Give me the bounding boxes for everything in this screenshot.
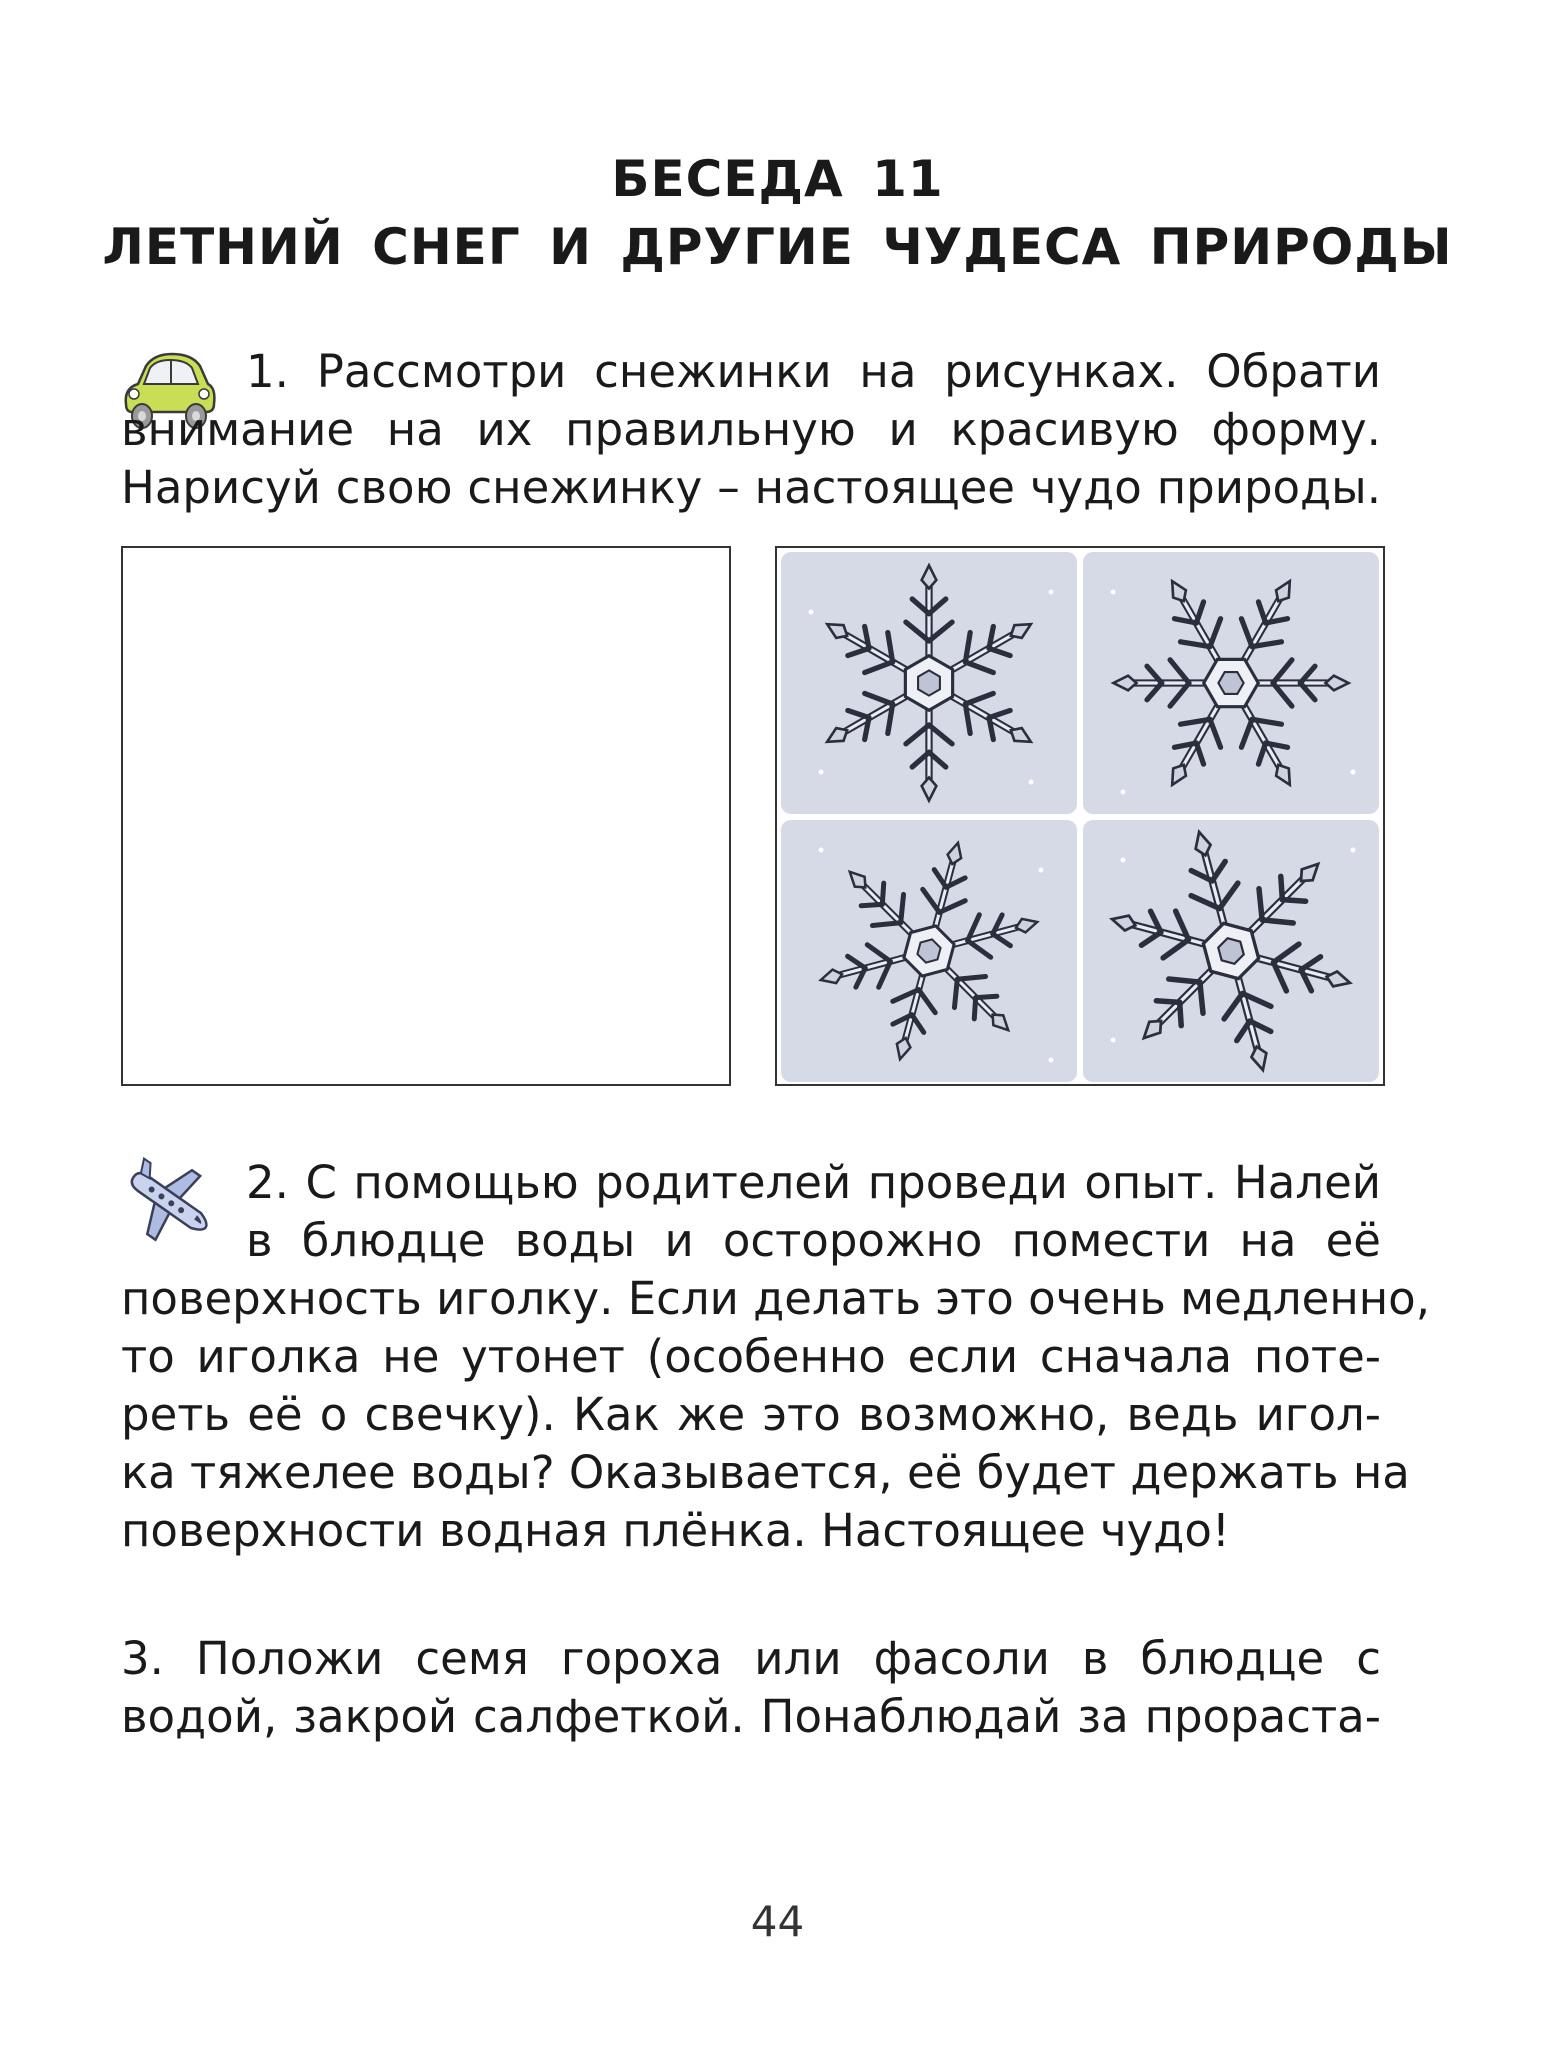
task-2-line: то иголка не утонет (особенно если сначала поте- bbox=[121, 1330, 1381, 1383]
task-2-line: ка тяжелее воды? Оказывается, её будет держать на bbox=[121, 1446, 1410, 1499]
task-2-line: поверхности водная плёнка. Настоящее чудо! bbox=[121, 1504, 1230, 1557]
task-1-line: внимание на их правильную и красивую форму. bbox=[121, 403, 1381, 456]
task-1-line: 1. Рассмотри снежинки на рисунках. Обрати bbox=[246, 345, 1381, 398]
snowflake-icon bbox=[781, 820, 1077, 1082]
task-3 bbox=[121, 1630, 1381, 1746]
snowflake-icon bbox=[781, 552, 1077, 814]
drawing-area[interactable] bbox=[121, 546, 731, 1086]
snowflake-tile bbox=[781, 552, 1077, 814]
lesson-title: ЛЕТНИЙ СНЕГ И ДРУГИЕ ЧУДЕСА ПРИРОДЫ bbox=[102, 218, 1453, 276]
snowflakes-picture bbox=[775, 546, 1385, 1086]
task-2-line: 2. С помощью родителей проведи опыт. Налей bbox=[246, 1156, 1381, 1209]
task-2-line: реть её о свечку). Как же это возможно, ведь игол- bbox=[121, 1388, 1381, 1441]
task-1 bbox=[121, 343, 1381, 517]
task-1-line: Нарисуй свою снежинку – настоящее чудо природы. bbox=[121, 461, 1381, 514]
task-3-line: водой, закрой салфеткой. Понаблюдай за прораста- bbox=[121, 1690, 1381, 1743]
page-number: 44 bbox=[750, 1897, 805, 1946]
task-2-line: в блюдце воды и осторожно помести на её bbox=[246, 1214, 1381, 1267]
snowflake-tile bbox=[781, 820, 1077, 1082]
task-2-line: поверхность иголку. Если делать это очень медленно, bbox=[121, 1272, 1431, 1325]
task-2 bbox=[121, 1154, 1431, 1560]
snowflake-icon bbox=[1083, 820, 1379, 1082]
task-3-line: 3. Положи семя гороха или фасоли в блюдце с bbox=[121, 1632, 1381, 1685]
snowflake-tile bbox=[1083, 820, 1379, 1082]
snowflake-tile bbox=[1083, 552, 1379, 814]
lesson-number: БЕСЕДА 11 bbox=[611, 150, 944, 208]
snowflake-icon bbox=[1083, 552, 1379, 814]
